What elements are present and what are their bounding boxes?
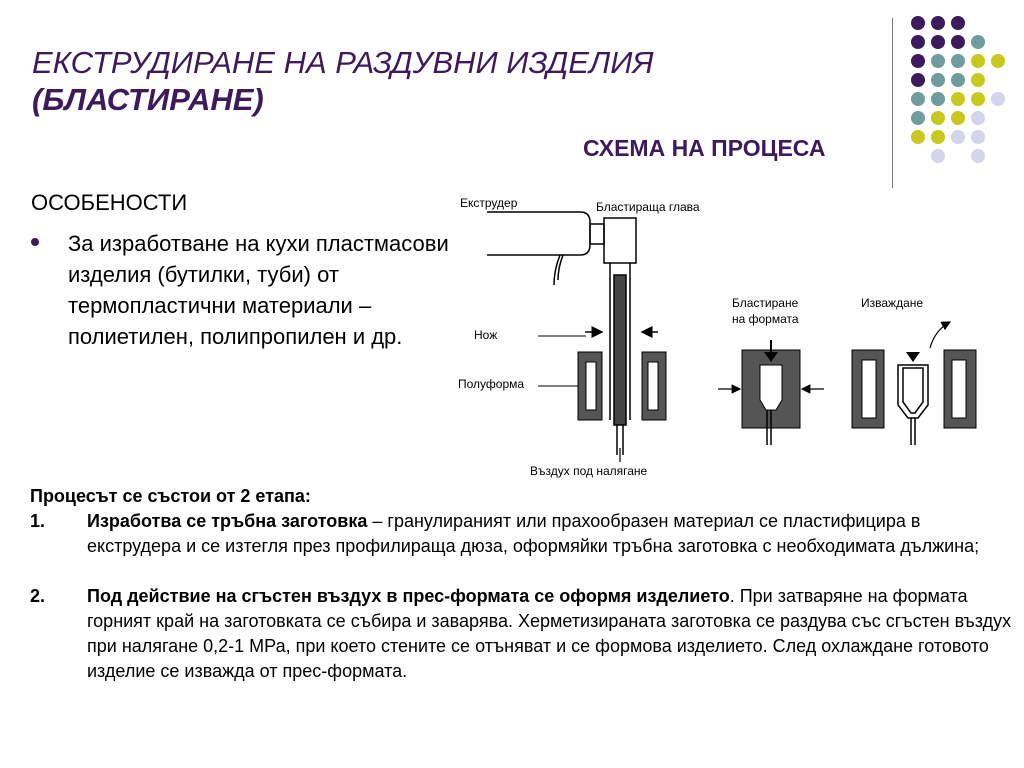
label-blowing-line2: на формата (732, 312, 799, 326)
features-bullet-text: За изработване на кухи пластмасови изделия (бутилки, туби) от термопластични материали – полиетилен, полипропилен и др. (68, 231, 449, 349)
half-mold-right (642, 352, 666, 420)
label-blowing-line1: Бластиране (732, 296, 799, 310)
step-2-text: . При затваряне на формата горният край на заготовката се събира и заварява. Херметизираната заготовка се раздува със сгъстен въздух при налягане 0,2-1 МРа, при което стените се отъняват и се формова изделието. След охлаждане готовото изделие се изважда от прес-формата. (87, 586, 1012, 681)
removal-arrow (930, 322, 950, 348)
label-compressed-air: Въздух под налягане (530, 464, 648, 478)
label-extruder: Екструдер (460, 196, 518, 210)
title-line-2: (БЛАСТИРАНЕ) (32, 82, 264, 117)
step-2-number: 2. (30, 586, 46, 606)
diagram-heading: СХЕМА НА ПРОЦЕСА (583, 135, 826, 161)
process-lead: Процесът се състои от 2 етапа: (30, 486, 311, 506)
extruder-shape (487, 212, 636, 455)
label-half-mold: Полуформа (458, 377, 525, 391)
step-1-text: – гранулираният или прахообразен материал се пластифицира в екструдера и се изтегля през профилираща дюза, оформяйки тръбна заготовка с необходимата дължина; (87, 511, 980, 556)
finished-bottle (898, 352, 928, 445)
step-1-number: 1. (30, 511, 46, 531)
label-removal: Изваждане (861, 296, 924, 310)
open-mold-left (852, 350, 884, 428)
label-knife: Нож (474, 328, 498, 342)
process-description (30, 484, 1015, 684)
features-heading: ОСОБЕНОСТИ (31, 190, 188, 215)
label-blowing-head: Бластираща глава (596, 200, 700, 214)
title-line-1: ЕКСТРУДИРАНЕ НА РАЗДУВНИ ИЗДЕЛИЯ (32, 45, 654, 80)
closed-mold (742, 340, 800, 445)
open-mold-right (944, 350, 976, 428)
step-2-heading: Под действие на сгъстен въздух в прес-формата се оформя изделието (87, 586, 730, 606)
step-1-heading: Изработва се тръбна заготовка (87, 511, 368, 531)
half-mold-left (578, 352, 602, 420)
process-step-1 (30, 509, 1015, 559)
process-step-2 (30, 584, 1015, 684)
